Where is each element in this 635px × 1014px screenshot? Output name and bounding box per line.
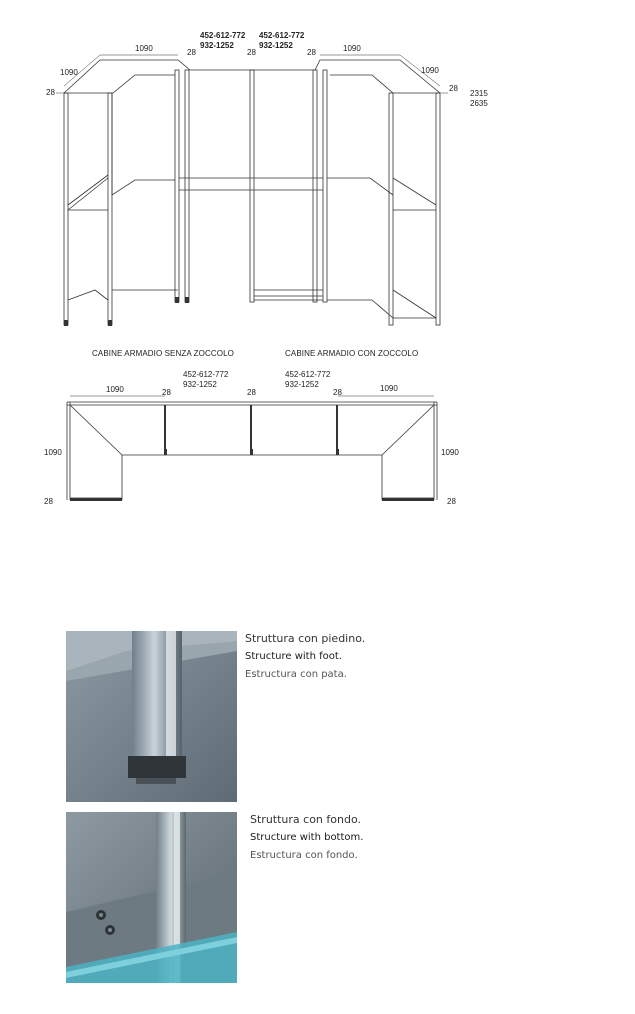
plan-post-c: 28 xyxy=(333,388,342,397)
photo-structure-bottom xyxy=(66,812,237,983)
caption-with-plinth: CABINE ARMADIO CON ZOCCOLO xyxy=(285,349,419,358)
detail-caption-2 xyxy=(250,814,363,862)
detail-1-italian: Struttura con piedino. xyxy=(245,632,366,645)
detail-caption-1 xyxy=(245,633,365,681)
dim-post-28-b: 28 xyxy=(247,48,256,57)
plan-post-a: 28 xyxy=(162,388,171,397)
plan-code-right-2: 932-1252 xyxy=(285,380,319,389)
plan-right-width: 1090 xyxy=(380,384,398,393)
plan-post-b: 28 xyxy=(247,388,256,397)
dim-height-1: 2315 xyxy=(470,89,488,98)
dim-code-right-2: 932-1252 xyxy=(259,41,293,50)
dim-top-left-width: 1090 xyxy=(135,44,153,53)
detail-2-italian: Struttura con fondo. xyxy=(250,813,361,826)
dim-height-2: 2635 xyxy=(470,99,488,108)
dim-right-post: 28 xyxy=(449,84,458,93)
plan-left-width: 1090 xyxy=(106,385,124,394)
detail-2-spanish: Estructura con fondo. xyxy=(250,850,358,861)
plan-code-left-1: 452-612-772 xyxy=(183,370,229,379)
plan-left-post: 28 xyxy=(44,497,53,506)
dim-post-28-a: 28 xyxy=(187,48,196,57)
plan-code-left-2: 932-1252 xyxy=(183,380,217,389)
plan-code-right-1: 452-612-772 xyxy=(285,370,331,379)
photo-structure-foot xyxy=(66,631,237,802)
dim-left-post: 28 xyxy=(46,88,55,97)
detail-2-english: Structure with bottom. xyxy=(250,832,364,843)
dim-code-left-2: 932-1252 xyxy=(200,41,234,50)
plan-right-depth: 1090 xyxy=(441,448,459,457)
plan-left-depth: 1090 xyxy=(44,448,62,457)
dim-post-28-c: 28 xyxy=(307,48,316,57)
detail-1-english: Structure with foot. xyxy=(245,651,342,662)
dim-code-right-1: 452-612-772 xyxy=(259,31,305,40)
dim-top-right-width: 1090 xyxy=(343,44,361,53)
detail-1-spanish: Estructura con pata. xyxy=(245,669,347,680)
caption-without-plinth: CABINE ARMADIO SENZA ZOCCOLO xyxy=(92,349,234,358)
dim-code-left-1: 452-612-772 xyxy=(200,31,246,40)
dim-top-left-depth: 1090 xyxy=(60,68,78,77)
dim-top-right-depth: 1090 xyxy=(421,66,439,75)
plan-right-post: 28 xyxy=(447,497,456,506)
